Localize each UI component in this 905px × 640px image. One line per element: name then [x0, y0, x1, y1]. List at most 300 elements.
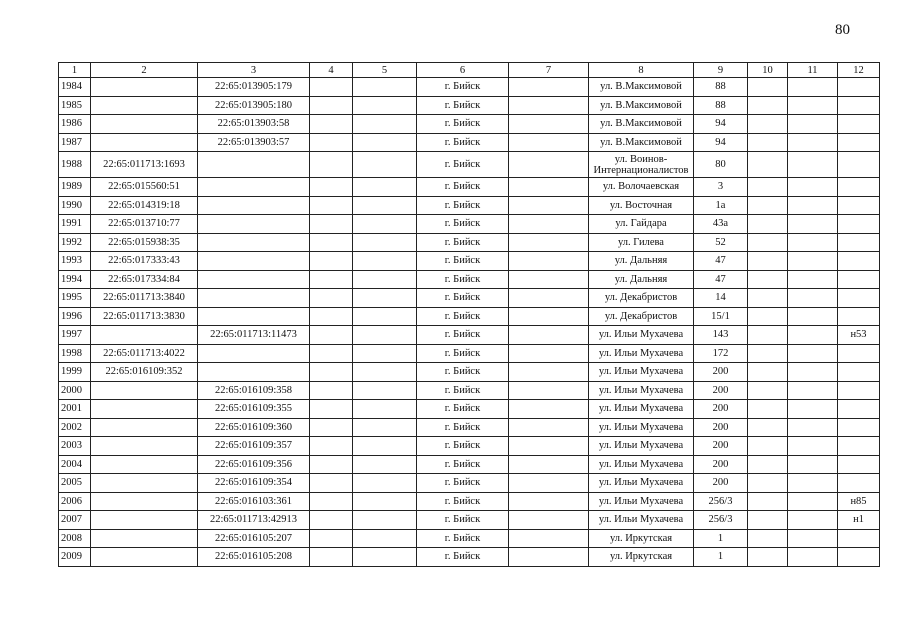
cell-col-11 [788, 455, 838, 474]
cell-col-6: г. Бийск [417, 511, 509, 530]
table-row [59, 215, 880, 234]
cell-col-4 [310, 455, 353, 474]
cell-col-5 [353, 270, 417, 289]
cell-col-9: 1 [694, 529, 748, 548]
table-row [59, 326, 880, 345]
cell-col-12 [838, 363, 880, 382]
cell-col-8: ул. Воинов-Интернационалистов [589, 152, 694, 178]
cell-col-10 [748, 178, 788, 197]
cell-col-10 [748, 474, 788, 493]
cell-col-4 [310, 115, 353, 134]
cell-col-10 [748, 96, 788, 115]
cell-col-1: 1998 [59, 344, 91, 363]
cell-col-6: г. Бийск [417, 289, 509, 308]
cell-col-11 [788, 363, 838, 382]
cell-col-1: 2006 [59, 492, 91, 511]
cell-col-6: г. Бийск [417, 492, 509, 511]
cell-col-11 [788, 78, 838, 97]
cell-col-4 [310, 381, 353, 400]
cell-col-1: 2005 [59, 474, 91, 493]
cell-col-8: ул. В.Максимовой [589, 115, 694, 134]
cell-col-9: 94 [694, 115, 748, 134]
cell-col-8: ул. В.Максимовой [589, 96, 694, 115]
cell-col-8: ул. Ильи Мухачева [589, 363, 694, 382]
cell-col-11 [788, 115, 838, 134]
cell-col-7 [509, 529, 589, 548]
cell-col-12 [838, 196, 880, 215]
cell-col-2 [91, 400, 198, 419]
cell-col-2 [91, 437, 198, 456]
cell-col-8: ул. В.Максимовой [589, 133, 694, 152]
table-row [59, 178, 880, 197]
table-row [59, 511, 880, 530]
cell-col-10 [748, 455, 788, 474]
table-row [59, 400, 880, 419]
cell-col-4 [310, 289, 353, 308]
column-header-2: 2 [91, 63, 198, 78]
table-row [59, 492, 880, 511]
cell-col-9: 1а [694, 196, 748, 215]
page-number: 80 [835, 22, 850, 38]
cell-col-6: г. Бийск [417, 196, 509, 215]
cell-col-8: ул. Ильи Мухачева [589, 326, 694, 345]
cell-col-11 [788, 96, 838, 115]
cell-col-2: 22:65:017334:84 [91, 270, 198, 289]
cell-col-7 [509, 344, 589, 363]
cell-col-3: 22:65:013903:57 [198, 133, 310, 152]
cell-col-11 [788, 289, 838, 308]
cell-col-2 [91, 326, 198, 345]
cell-col-12 [838, 78, 880, 97]
column-header-11: 11 [788, 63, 838, 78]
cell-col-4 [310, 474, 353, 493]
cell-col-12 [838, 455, 880, 474]
cell-col-2 [91, 78, 198, 97]
cell-col-9: 200 [694, 381, 748, 400]
cell-col-7 [509, 270, 589, 289]
cell-col-12 [838, 233, 880, 252]
table-row [59, 363, 880, 382]
cell-col-12 [838, 289, 880, 308]
cell-col-4 [310, 548, 353, 567]
cell-col-7 [509, 437, 589, 456]
cell-col-7 [509, 152, 589, 178]
cell-col-11 [788, 400, 838, 419]
cell-col-1: 1999 [59, 363, 91, 382]
cell-col-5 [353, 455, 417, 474]
cell-col-4 [310, 215, 353, 234]
cell-col-7 [509, 511, 589, 530]
cell-col-5 [353, 233, 417, 252]
column-header-12: 12 [838, 63, 880, 78]
cell-col-9: 1 [694, 548, 748, 567]
cell-col-8: ул. Иркутская [589, 529, 694, 548]
cell-col-7 [509, 418, 589, 437]
cell-col-11 [788, 529, 838, 548]
cell-col-5 [353, 548, 417, 567]
cell-col-2: 22:65:013710:77 [91, 215, 198, 234]
cell-col-9: 88 [694, 78, 748, 97]
cell-col-7 [509, 178, 589, 197]
cell-col-5 [353, 492, 417, 511]
cell-col-1: 1995 [59, 289, 91, 308]
cell-col-1: 1984 [59, 78, 91, 97]
cell-col-12 [838, 96, 880, 115]
cell-col-4 [310, 78, 353, 97]
table-row [59, 418, 880, 437]
cell-col-6: г. Бийск [417, 307, 509, 326]
cell-col-3 [198, 307, 310, 326]
cell-col-7 [509, 455, 589, 474]
cell-col-10 [748, 215, 788, 234]
cell-col-1: 2000 [59, 381, 91, 400]
cell-col-10 [748, 511, 788, 530]
cell-col-6: г. Бийск [417, 115, 509, 134]
cell-col-7 [509, 381, 589, 400]
cell-col-3 [198, 233, 310, 252]
cell-col-6: г. Бийск [417, 344, 509, 363]
table-row [59, 474, 880, 493]
cell-col-3: 22:65:013903:58 [198, 115, 310, 134]
table-row [59, 437, 880, 456]
cell-col-4 [310, 326, 353, 345]
table-row [59, 455, 880, 474]
cell-col-2: 22:65:015560:51 [91, 178, 198, 197]
cell-col-5 [353, 363, 417, 382]
cell-col-11 [788, 437, 838, 456]
cell-col-5 [353, 474, 417, 493]
cell-col-10 [748, 492, 788, 511]
cell-col-2: 22:65:017333:43 [91, 252, 198, 271]
cell-col-7 [509, 196, 589, 215]
cell-col-7 [509, 307, 589, 326]
cell-col-9: 3 [694, 178, 748, 197]
cell-col-5 [353, 196, 417, 215]
cell-col-12 [838, 133, 880, 152]
cell-col-8: ул. Иркутская [589, 548, 694, 567]
cell-col-3: 22:65:016109:356 [198, 455, 310, 474]
cell-col-7 [509, 215, 589, 234]
cell-col-8: ул. Ильи Мухачева [589, 418, 694, 437]
cell-col-11 [788, 492, 838, 511]
cell-col-11 [788, 178, 838, 197]
cell-col-4 [310, 233, 353, 252]
cell-col-11 [788, 133, 838, 152]
cell-col-9: 94 [694, 133, 748, 152]
table-row [59, 233, 880, 252]
cell-col-2 [91, 381, 198, 400]
cell-col-1: 1989 [59, 178, 91, 197]
cell-col-1: 2004 [59, 455, 91, 474]
cell-col-8: ул. Дальняя [589, 270, 694, 289]
column-header-4: 4 [310, 63, 353, 78]
cell-col-3: 22:65:011713:11473 [198, 326, 310, 345]
cell-col-10 [748, 133, 788, 152]
cell-col-1: 2008 [59, 529, 91, 548]
cell-col-11 [788, 152, 838, 178]
cell-col-9: 88 [694, 96, 748, 115]
column-header-1: 1 [59, 63, 91, 78]
cell-col-3 [198, 344, 310, 363]
table-row [59, 548, 880, 567]
cell-col-9: 172 [694, 344, 748, 363]
cell-col-11 [788, 474, 838, 493]
cell-col-12 [838, 115, 880, 134]
column-header-8: 8 [589, 63, 694, 78]
cell-col-9: 200 [694, 363, 748, 382]
cell-col-4 [310, 492, 353, 511]
cell-col-9: 143 [694, 326, 748, 345]
cell-col-2 [91, 455, 198, 474]
cell-col-4 [310, 437, 353, 456]
cell-col-8: ул. Ильи Мухачева [589, 381, 694, 400]
cell-col-11 [788, 344, 838, 363]
table-row [59, 529, 880, 548]
cell-col-7 [509, 96, 589, 115]
cell-col-12: н85 [838, 492, 880, 511]
cell-col-4 [310, 307, 353, 326]
cell-col-6: г. Бийск [417, 78, 509, 97]
cell-col-5 [353, 344, 417, 363]
cell-col-8: ул. Волочаевская [589, 178, 694, 197]
cell-col-12: н53 [838, 326, 880, 345]
cell-col-2 [91, 548, 198, 567]
cell-col-6: г. Бийск [417, 215, 509, 234]
cell-col-1: 2002 [59, 418, 91, 437]
cell-col-6: г. Бийск [417, 548, 509, 567]
cell-col-7 [509, 363, 589, 382]
cell-col-3: 22:65:013905:180 [198, 96, 310, 115]
cell-col-3: 22:65:016109:354 [198, 474, 310, 493]
cell-col-3: 22:65:016105:208 [198, 548, 310, 567]
table-row [59, 78, 880, 97]
cell-col-7 [509, 326, 589, 345]
cell-col-3: 22:65:016103:361 [198, 492, 310, 511]
cell-col-1: 1990 [59, 196, 91, 215]
cell-col-6: г. Бийск [417, 363, 509, 382]
cell-col-2: 22:65:011713:4022 [91, 344, 198, 363]
cell-col-12 [838, 381, 880, 400]
cell-col-10 [748, 233, 788, 252]
cell-col-5 [353, 381, 417, 400]
table-row [59, 381, 880, 400]
cell-col-3 [198, 178, 310, 197]
cell-col-11 [788, 252, 838, 271]
cell-col-10 [748, 196, 788, 215]
cell-col-7 [509, 78, 589, 97]
cell-col-3: 22:65:016109:355 [198, 400, 310, 419]
cell-col-3 [198, 196, 310, 215]
table-row [59, 307, 880, 326]
cell-col-10 [748, 548, 788, 567]
column-header-3: 3 [198, 63, 310, 78]
cell-col-4 [310, 152, 353, 178]
cell-col-4 [310, 178, 353, 197]
cell-col-10 [748, 418, 788, 437]
column-header-9: 9 [694, 63, 748, 78]
cell-col-12 [838, 215, 880, 234]
cell-col-4 [310, 252, 353, 271]
cell-col-2: 22:65:011713:3830 [91, 307, 198, 326]
cell-col-9: 47 [694, 252, 748, 271]
cell-col-5 [353, 511, 417, 530]
cell-col-10 [748, 115, 788, 134]
cell-col-12 [838, 529, 880, 548]
cell-col-6: г. Бийск [417, 381, 509, 400]
cell-col-5 [353, 307, 417, 326]
cell-col-4 [310, 511, 353, 530]
cell-col-8: ул. Ильи Мухачева [589, 492, 694, 511]
cell-col-7 [509, 252, 589, 271]
cell-col-11 [788, 511, 838, 530]
cell-col-1: 1985 [59, 96, 91, 115]
cell-col-1: 1996 [59, 307, 91, 326]
cell-col-12 [838, 437, 880, 456]
cell-col-6: г. Бийск [417, 133, 509, 152]
cell-col-12 [838, 152, 880, 178]
cell-col-3: 22:65:016109:357 [198, 437, 310, 456]
cell-col-1: 1993 [59, 252, 91, 271]
cell-col-6: г. Бийск [417, 474, 509, 493]
cell-col-4 [310, 96, 353, 115]
cell-col-8: ул. Ильи Мухачева [589, 455, 694, 474]
cell-col-5 [353, 133, 417, 152]
cell-col-7 [509, 548, 589, 567]
cell-col-1: 1991 [59, 215, 91, 234]
cell-col-10 [748, 400, 788, 419]
cell-col-12 [838, 418, 880, 437]
cell-col-9: 200 [694, 474, 748, 493]
cell-col-2 [91, 492, 198, 511]
cell-col-5 [353, 96, 417, 115]
cell-col-8: ул. В.Максимовой [589, 78, 694, 97]
cell-col-3: 22:65:013905:179 [198, 78, 310, 97]
cell-col-12 [838, 178, 880, 197]
cell-col-8: ул. Ильи Мухачева [589, 437, 694, 456]
cell-col-10 [748, 152, 788, 178]
cell-col-2 [91, 474, 198, 493]
cell-col-9: 47 [694, 270, 748, 289]
cell-col-12 [838, 344, 880, 363]
cell-col-5 [353, 418, 417, 437]
cell-col-7 [509, 492, 589, 511]
cell-col-1: 1986 [59, 115, 91, 134]
cell-col-6: г. Бийск [417, 529, 509, 548]
cell-col-7 [509, 289, 589, 308]
column-header-6: 6 [417, 63, 509, 78]
cell-col-5 [353, 178, 417, 197]
cell-col-5 [353, 252, 417, 271]
cell-col-6: г. Бийск [417, 437, 509, 456]
cell-col-12 [838, 307, 880, 326]
table-row [59, 196, 880, 215]
cell-col-10 [748, 326, 788, 345]
cell-col-6: г. Бийск [417, 270, 509, 289]
cell-col-3: 22:65:016109:358 [198, 381, 310, 400]
table-row [59, 252, 880, 271]
cell-col-5 [353, 326, 417, 345]
table-row [59, 96, 880, 115]
cell-col-10 [748, 363, 788, 382]
table-row [59, 133, 880, 152]
cell-col-6: г. Бийск [417, 418, 509, 437]
cell-col-2 [91, 418, 198, 437]
cell-col-8: ул. Декабристов [589, 307, 694, 326]
cell-col-8: ул. Гайдара [589, 215, 694, 234]
cell-col-9: 256/3 [694, 511, 748, 530]
cell-col-9: 200 [694, 418, 748, 437]
cell-col-10 [748, 289, 788, 308]
cell-col-1: 1992 [59, 233, 91, 252]
cell-col-8: ул. Декабристов [589, 289, 694, 308]
cell-col-7 [509, 474, 589, 493]
cell-col-12: н1 [838, 511, 880, 530]
cell-col-3: 22:65:016105:207 [198, 529, 310, 548]
cell-col-5 [353, 289, 417, 308]
cell-col-2: 22:65:011713:3840 [91, 289, 198, 308]
cell-col-9: 43а [694, 215, 748, 234]
cell-col-4 [310, 270, 353, 289]
cell-col-3 [198, 270, 310, 289]
cell-col-11 [788, 196, 838, 215]
cell-col-2: 22:65:011713:1693 [91, 152, 198, 178]
cell-col-4 [310, 418, 353, 437]
cell-col-6: г. Бийск [417, 152, 509, 178]
cell-col-6: г. Бийск [417, 178, 509, 197]
table-row [59, 344, 880, 363]
cell-col-5 [353, 115, 417, 134]
cell-col-11 [788, 418, 838, 437]
table-body [59, 63, 880, 567]
cell-col-4 [310, 363, 353, 382]
cell-col-11 [788, 233, 838, 252]
column-header-7: 7 [509, 63, 589, 78]
cell-col-10 [748, 437, 788, 456]
cell-col-11 [788, 326, 838, 345]
cell-col-3 [198, 215, 310, 234]
cell-col-8: ул. Ильи Мухачева [589, 511, 694, 530]
cell-col-10 [748, 344, 788, 363]
cell-col-8: ул. Ильи Мухачева [589, 474, 694, 493]
cell-col-6: г. Бийск [417, 326, 509, 345]
cell-col-2 [91, 511, 198, 530]
cell-col-5 [353, 215, 417, 234]
cell-col-6: г. Бийск [417, 252, 509, 271]
cell-col-7 [509, 400, 589, 419]
cell-col-7 [509, 233, 589, 252]
cell-col-10 [748, 252, 788, 271]
cell-col-5 [353, 437, 417, 456]
cell-col-5 [353, 529, 417, 548]
cell-col-10 [748, 307, 788, 326]
column-header-5: 5 [353, 63, 417, 78]
cell-col-10 [748, 270, 788, 289]
cell-col-8: ул. Дальняя [589, 252, 694, 271]
cell-col-4 [310, 529, 353, 548]
table-row [59, 115, 880, 134]
cell-col-8: ул. Ильи Мухачева [589, 344, 694, 363]
cell-col-9: 200 [694, 455, 748, 474]
cell-col-1: 2001 [59, 400, 91, 419]
table-row [59, 270, 880, 289]
cell-col-9: 15/1 [694, 307, 748, 326]
cell-col-2 [91, 529, 198, 548]
cell-col-9: 14 [694, 289, 748, 308]
cell-col-11 [788, 548, 838, 567]
cell-col-4 [310, 196, 353, 215]
cell-col-9: 52 [694, 233, 748, 252]
cell-col-8: ул. Ильи Мухачева [589, 400, 694, 419]
